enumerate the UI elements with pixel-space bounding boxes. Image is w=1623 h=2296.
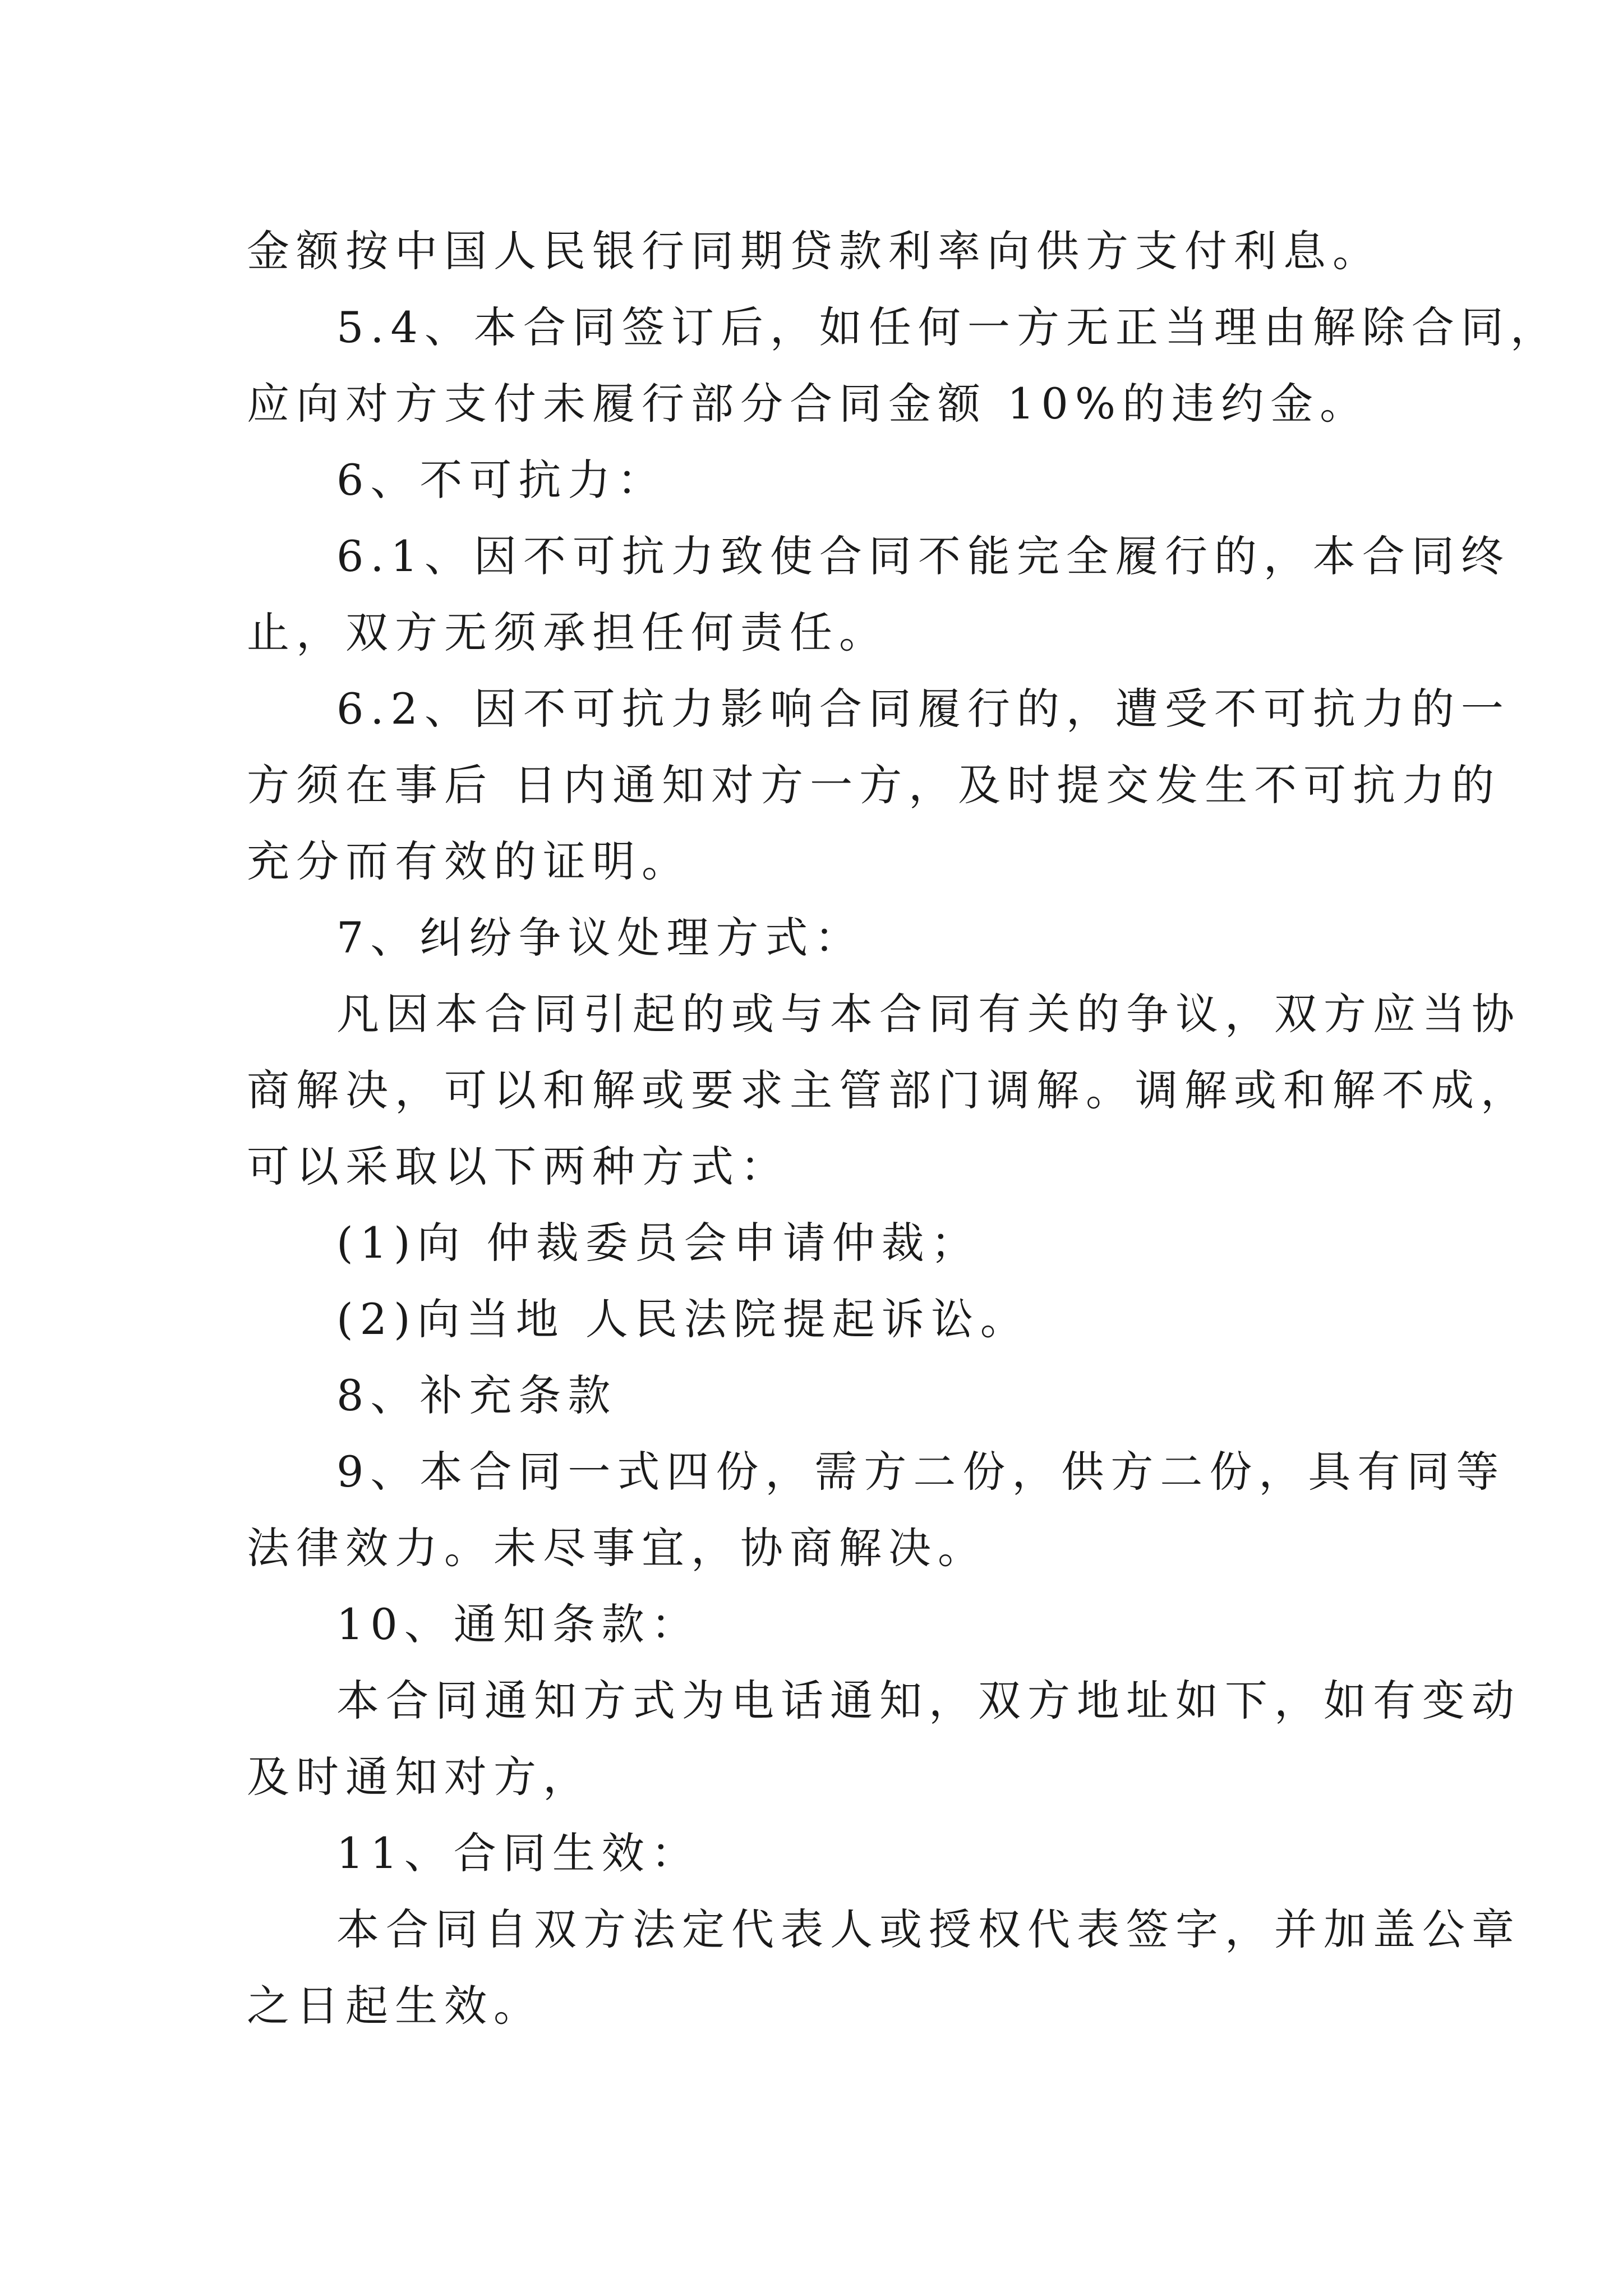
text-line: 凡因本合同引起的或与本合同有关的争议，双方应当协 <box>336 989 1521 1039</box>
text-line: 6.1、因不可抗力致使合同不能完全履行的，本合同终 <box>336 531 1510 581</box>
section-heading: 7、纠纷争议处理方式： <box>336 913 864 963</box>
text-line: 应向对方支付未履行部分合同金额 10%的违约金。 <box>247 379 1370 429</box>
text-line: 5.4、本合同签订后，如任何一方无正当理由解除合同， <box>336 302 1560 352</box>
text-line: 法律效力。未尽事宜，协商解决。 <box>247 1523 987 1573</box>
text-line: 金额按中国人民银行同期贷款利率向供方支付利息。 <box>247 226 1382 276</box>
list-item: (1)向 仲裁委员会申请仲裁； <box>336 1218 980 1268</box>
section-heading: 11、合同生效： <box>336 1828 700 1878</box>
text-line: 本合同通知方式为电话通知，双方地址如下，如有变动 <box>336 1676 1521 1726</box>
text-line: 方须在事后 日内通知对方一方，及时提交发生不可抗力的 <box>247 760 1501 810</box>
text-line: 之日起生效。 <box>247 1981 543 2031</box>
text-line: 及时通知对方， <box>247 1752 592 1802</box>
contract-text <box>247 213 1560 2044</box>
text-line: 止，双方无须承担任何责任。 <box>247 608 888 657</box>
section-heading: 10、通知条款： <box>336 1599 700 1649</box>
text-line: 6.2、因不可抗力影响合同履行的，遭受不可抗力的一 <box>336 684 1510 734</box>
list-item: (2)向当地 人民法院提起诉讼。 <box>336 1294 1030 1344</box>
text-line: 可以采取以下两种方式： <box>247 1142 790 1191</box>
section-heading: 8、补充条款 <box>336 1370 617 1420</box>
text-line: 本合同自双方法定代表人或授权代表签字，并加盖公章 <box>336 1904 1521 1954</box>
text-line: 充分而有效的证明。 <box>247 836 691 886</box>
text-line: 9、本合同一式四份，需方二份，供方二份，具有同等 <box>336 1447 1506 1497</box>
text-line: 商解决，可以和解或要求主管部门调解。调解或和解不成， <box>247 1065 1530 1115</box>
section-heading: 6、不可抗力： <box>336 455 667 505</box>
